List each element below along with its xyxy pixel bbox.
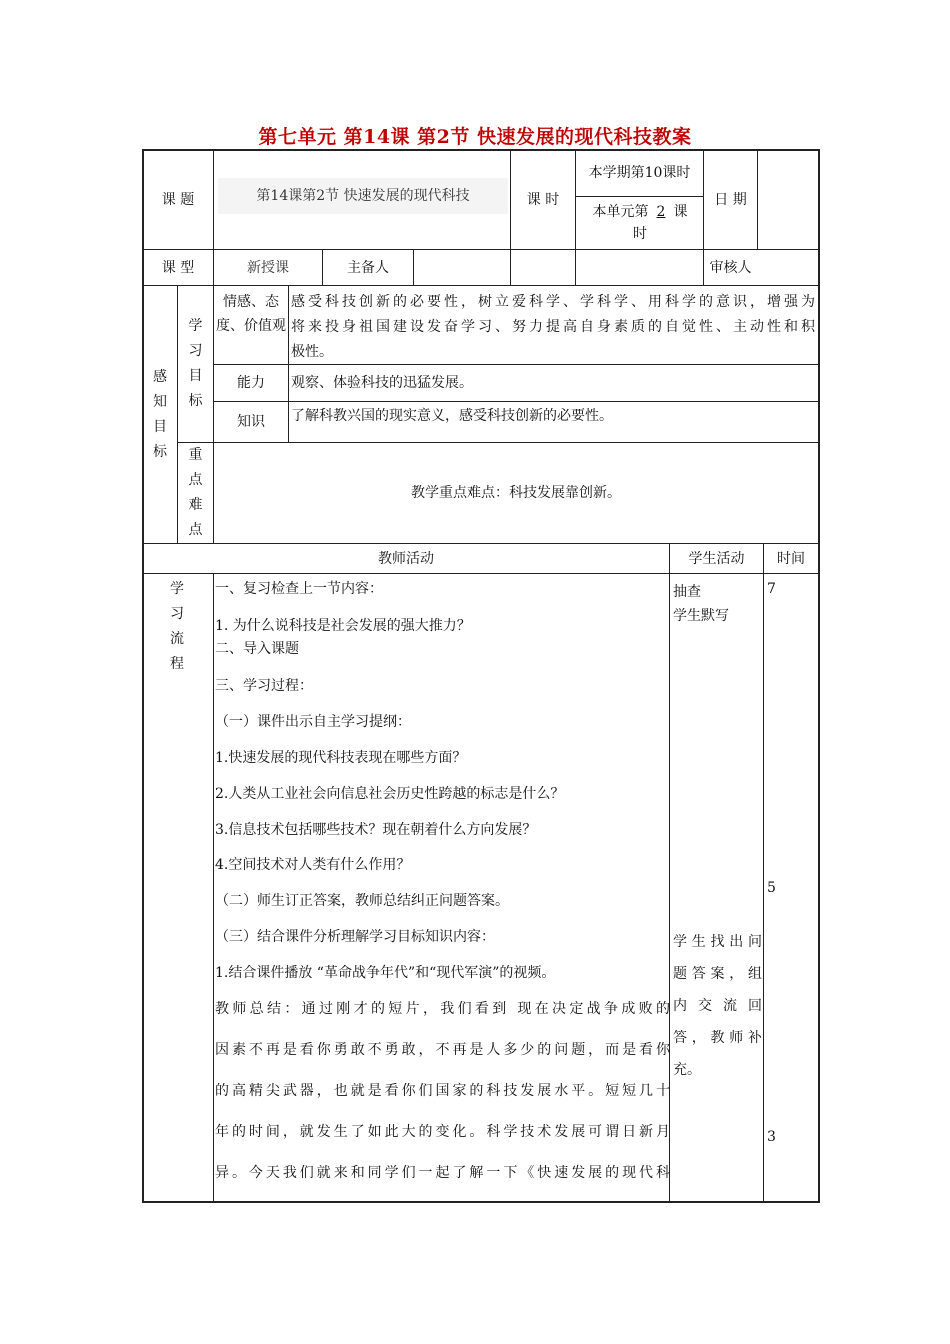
emotion-line: 将来投身祖国建设发奋学习、努力提高自身素质的自觉性、主动性和积 (291, 319, 815, 335)
date-value[interactable] (758, 150, 818, 249)
student-line: 内交流回 (673, 998, 762, 1014)
teacher-line: （二）师生订正答案，教师总结纠正问题答案。 (215, 893, 509, 909)
ability-text: 观察、体验科技的迅猛发展。 (291, 375, 473, 391)
perception-goal-text: 感知目标 (153, 368, 167, 460)
teacher-line: 的高精尖武器，也就是看你们国家的科技发展水平。短短几十 (215, 1083, 670, 1099)
period-unit-suffix: 课 (673, 204, 688, 220)
keypoint-label-text: 重点难点 (188, 447, 203, 538)
period-unit-tail: 时 (633, 226, 647, 242)
teacher-line: 2.人类从工业社会向信息社会历史性跨越的标志是什么？ (215, 786, 565, 802)
learning-flow-label (170, 577, 184, 677)
time-value: 5 (767, 880, 776, 896)
student-line: 充。 (673, 1062, 701, 1078)
time-value: 7 (767, 581, 776, 597)
type-value: 新授课 (247, 259, 289, 276)
student-line: 学生找出问 (673, 934, 762, 950)
period-unit-prefix: 本单元第 (592, 204, 649, 220)
topic-value: 第14课第2节 快速发展的现代科技 (218, 178, 508, 214)
emotion-label: 情感、态度、价值观 (216, 294, 286, 334)
student-line: 学生默写 (673, 608, 729, 624)
teacher-line: 因素不再是看你勇敢不勇敢，不再是人多少的问题，而是看你 (215, 1042, 670, 1058)
period-term: 本学期第10课时 (588, 165, 691, 181)
keypoint-label (178, 443, 213, 543)
ability-label: 能力 (237, 375, 265, 391)
student-line: 抽查 (673, 584, 701, 600)
teacher-line: 年的时间，就发生了如此大的变化。科学技术发展可谓日新月 (215, 1124, 670, 1140)
period-label: 课 时 (526, 191, 560, 208)
knowledge-text: 了解科教兴国的现实意义，感受科技创新的必要性。 (291, 408, 613, 424)
teacher-line: （三）结合课件分析理解学习目标知识内容： (215, 929, 495, 945)
preparer-label: 主备人 (347, 259, 389, 276)
knowledge-label: 知识 (237, 414, 265, 430)
topic-label: 课 题 (161, 191, 195, 208)
emotion-line: 极性。 (291, 344, 333, 360)
teacher-line: 1.结合课件播放 “革命战争年代”和“现代军演”的视频。 (215, 965, 556, 981)
perception-goal-label (143, 286, 177, 543)
period-unit-number: 2 (656, 204, 666, 220)
emotion-line: 感受科技创新的必要性，树立爱科学、学科学、用科学的意识，增强为 (291, 294, 815, 310)
teacher-activity-header: 教师活动 (378, 550, 434, 567)
teacher-line: 异。今天我们就来和同学们一起了解一下《快速发展的现代科 (215, 1165, 670, 1181)
learning-goal-label (178, 286, 213, 442)
teacher-line: 教师总结：通过刚才的短片，我们看到 现在决定战争成败的 (215, 1001, 670, 1017)
teacher-line: （一）课件出示自主学习提纲： (215, 714, 411, 730)
teacher-line: 一、复习检查上一节内容： (215, 581, 383, 597)
student-line: 答，教师补 (673, 1030, 762, 1046)
preparer-value[interactable] (414, 250, 510, 285)
teacher-line: 4.空间技术对人类有什么作用？ (215, 857, 411, 873)
reviewer-label: 审核人 (709, 259, 752, 276)
teacher-line: 三、学习过程： (215, 678, 313, 694)
teacher-line: 3.信息技术包括哪些技术？现在朝着什么方向发展？ (215, 822, 537, 838)
type-label: 课 型 (161, 259, 195, 276)
teacher-line: 二、导入课题 (215, 641, 299, 657)
teacher-line: 1.快速发展的现代科技表现在哪些方面？ (215, 750, 467, 766)
document-title: 第七单元 第14课 第2节 快速发展的现代科技教案 (258, 126, 692, 148)
teacher-line: 1. 为什么说科技是社会发展的强大推力？ (215, 618, 471, 634)
learning-goal-text: 学习目标 (188, 318, 203, 409)
time-value: 3 (767, 1129, 776, 1145)
student-activity-header: 学生活动 (688, 550, 745, 567)
period-unit (578, 201, 702, 245)
emotion-text (291, 290, 815, 365)
keypoint-text: 教学重点难点：科技发展靠创新。 (411, 485, 621, 501)
learning-flow-text: 学习流程 (170, 581, 184, 672)
student-line: 题答案，组 (673, 966, 762, 982)
student-activity-b (673, 926, 762, 1086)
time-header: 时间 (777, 550, 805, 567)
date-label: 日 期 (714, 191, 747, 208)
student-activity-a (673, 580, 761, 628)
